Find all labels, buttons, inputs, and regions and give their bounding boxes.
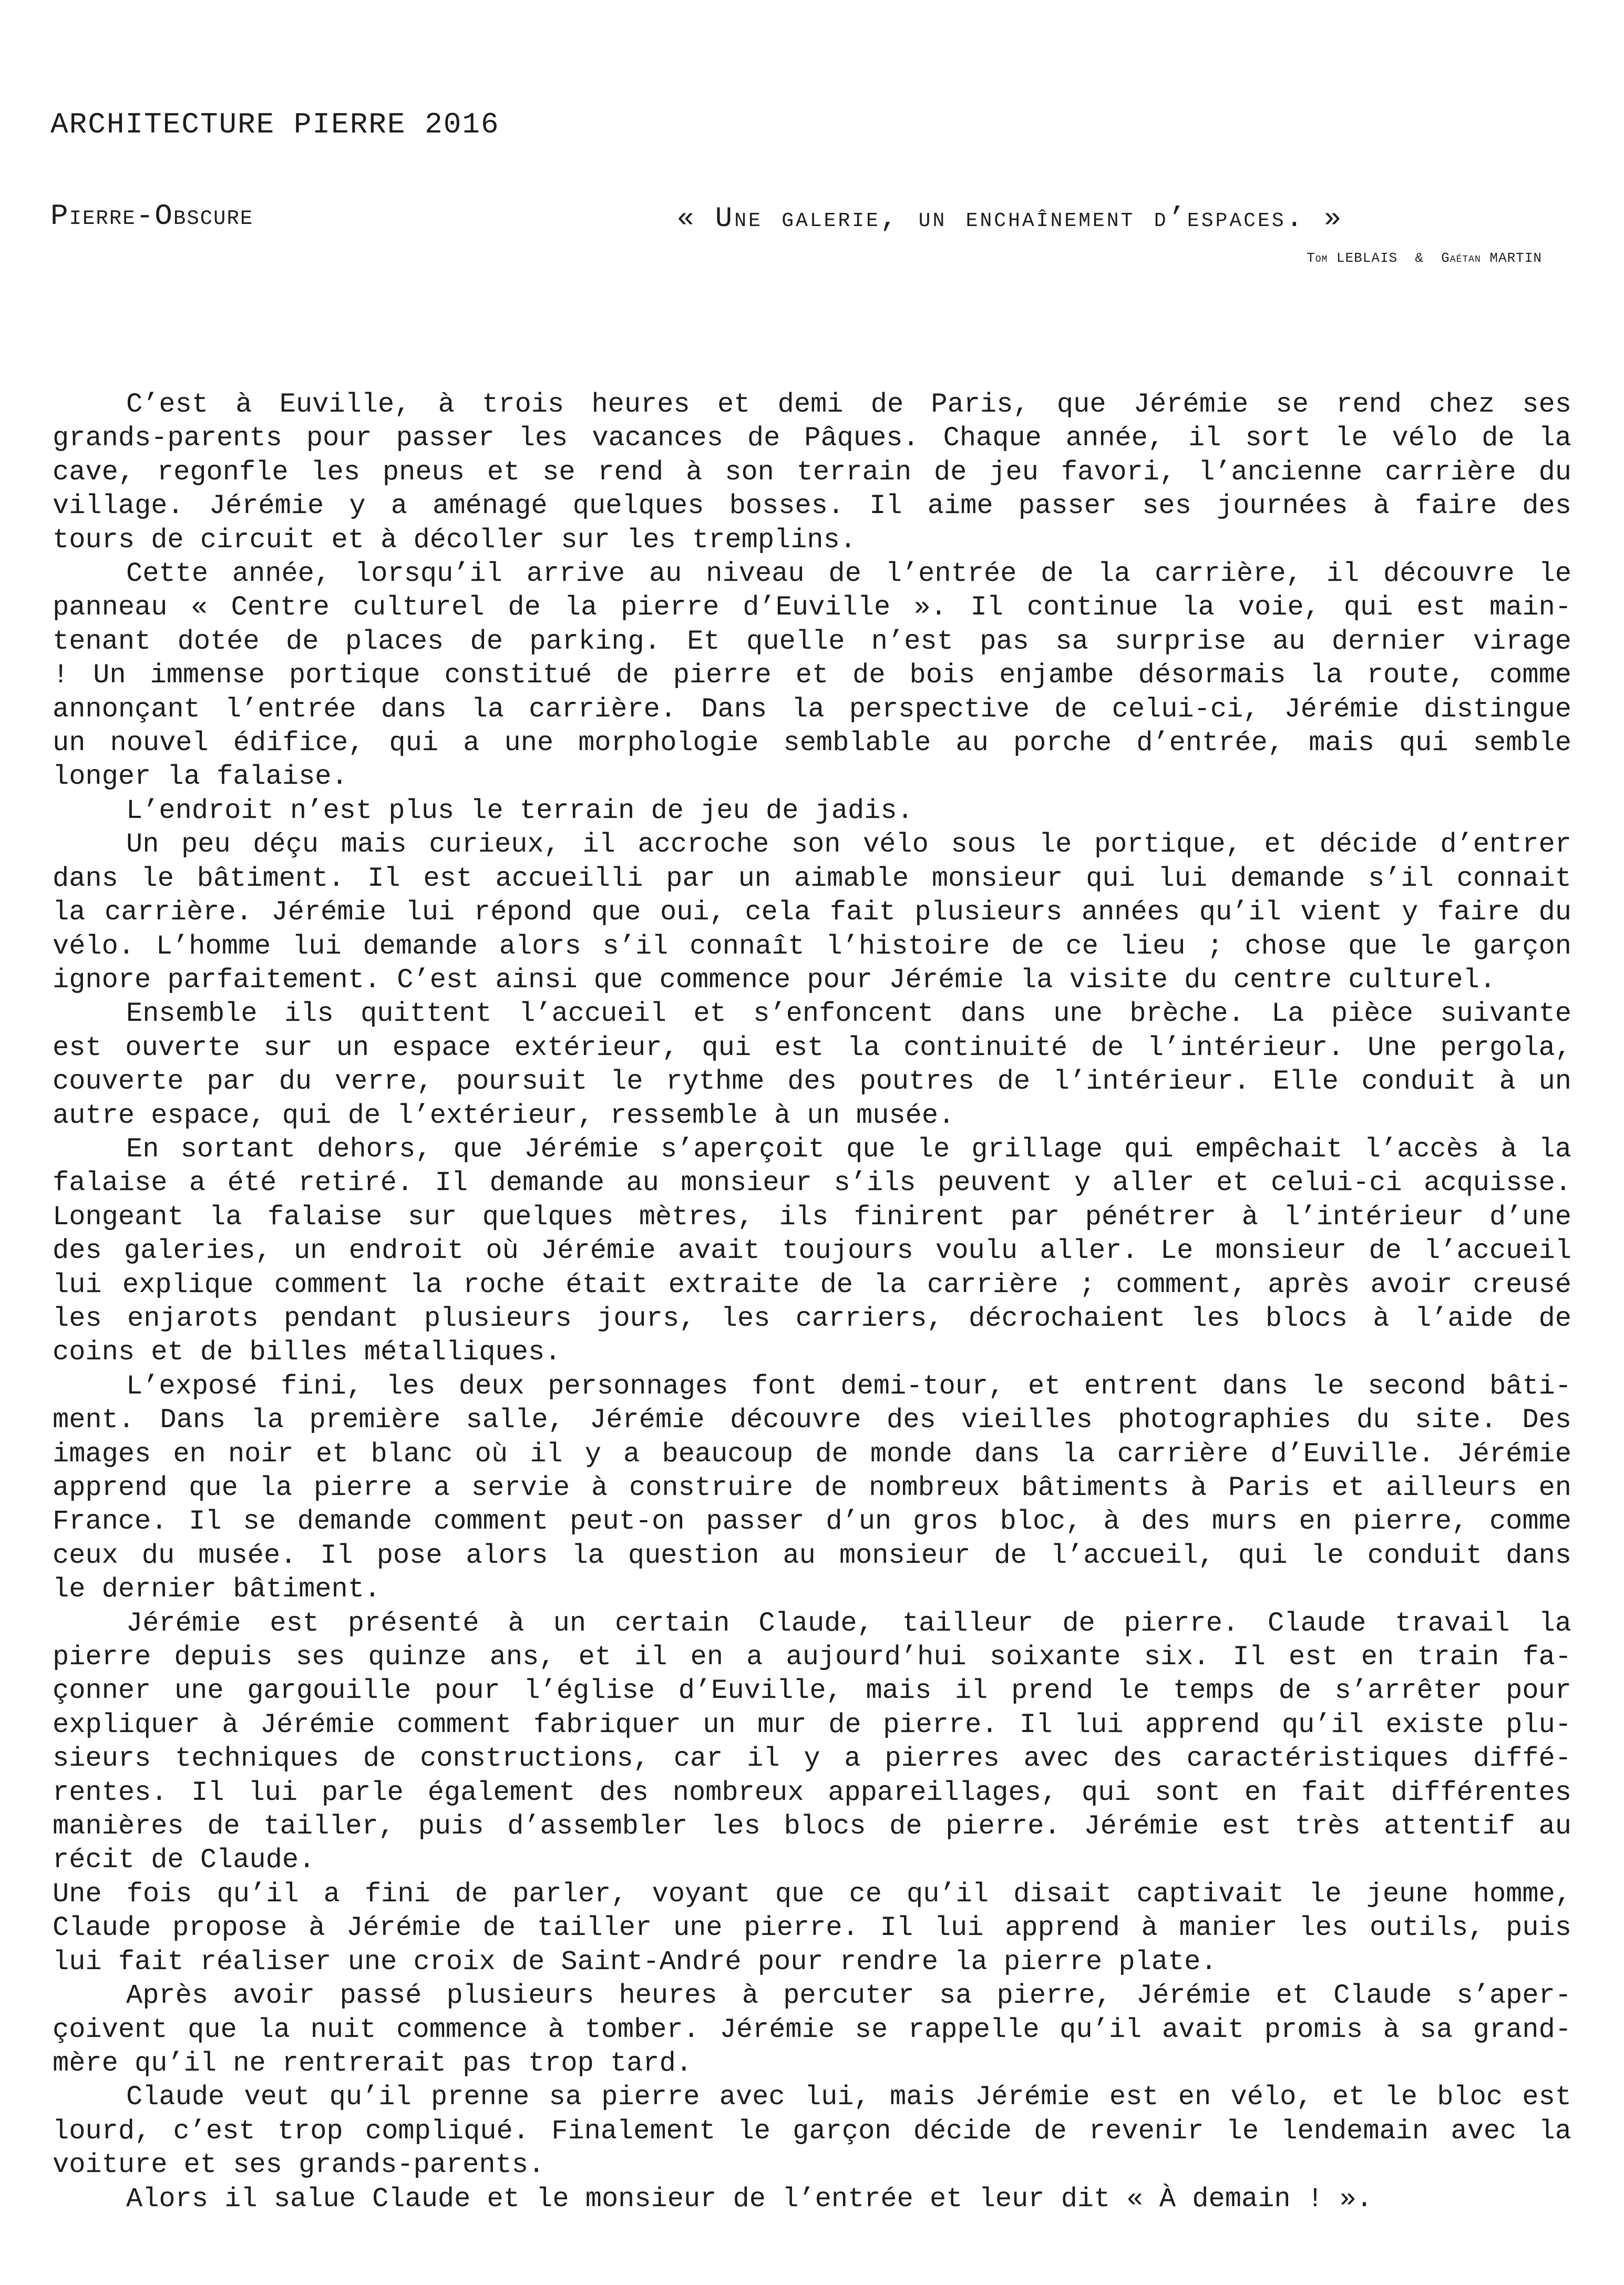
text-line: Claude propose à Jérémie de tailler une pierre. Il lui apprend à manier les outils, puis: [53, 1912, 1571, 1944]
text-line: Longeant la falaise sur quelques mètres, ils finirent par pénétrer à l’intérieur d’une: [53, 1201, 1571, 1233]
text-line: grands-parents pour passer les vacances de Pâques. Chaque année, il sort le vélo de la: [53, 423, 1571, 454]
text-line: ment. Dans la première salle, Jérémie découvre des vieilles photographies du site. Des: [53, 1405, 1571, 1436]
text-line: le dernier bâtiment.: [53, 1574, 381, 1605]
byline: Tom LEBLAIS & Gaétan MARTIN: [1307, 250, 1542, 266]
text-line: çoivent que la nuit commence à tomber. Jérémie se rappelle qu’il avait promis à sa grand-: [53, 2014, 1571, 2045]
article-title: « Une galerie, un enchaînement d’espaces. »: [677, 203, 1343, 235]
text-line: récit de Claude.: [53, 1845, 315, 1876]
text-line: ! Un immense portique constitué de pierre et de bois enjambe désormais la route, comme: [53, 660, 1571, 691]
text-line: panneau « Centre culturel de la pierre d’Euville ». Il continue la voie, qui est main-: [53, 592, 1571, 623]
text-line: Cette année, lorsqu’il arrive au niveau de l’entrée de la carrière, il découvre le: [126, 558, 1571, 590]
text-line: la carrière. Jérémie lui répond que oui, cela fait plusieurs années qu’il vient y faire du: [53, 897, 1571, 928]
text-line: Ensemble ils quittent l’accueil et s’enfoncent dans une brèche. La pièce suivante: [126, 998, 1571, 1030]
text-line: rentes. Il lui parle également des nombreux appareillages, qui sont en fait différentes: [53, 1777, 1571, 1808]
text-line: manières de tailler, puis d’assembler les blocs de pierre. Jérémie est très attentif au: [53, 1811, 1571, 1842]
masthead: [50, 48, 500, 292]
text-line: couverte par du verre, poursuit le rythme des poutres de l’intérieur. Elle conduit à un: [53, 1066, 1571, 1098]
text-line: çonner une gargouille pour l’église d’Euville, mais il prend le temps de s’arrêter pour: [53, 1675, 1571, 1707]
text-line: longer la falaise.: [53, 761, 348, 793]
text-line: C’est à Euville, à trois heures et demi de Paris, que Jérémie se rend chez ses: [126, 389, 1571, 420]
text-line: village. Jérémie y a aménagé quelques bosses. Il aime passer ses journées à faire des: [53, 490, 1571, 522]
text-line: les enjarots pendant plusieurs jours, les carriers, décrochaient les blocs à l’aide de: [53, 1303, 1571, 1334]
text-line: lui explique comment la roche était extraite de la carrière ; comment, après avoir creusé: [53, 1269, 1571, 1300]
text-line: lui fait réaliser une croix de Saint-André pour rendre la pierre plate.: [53, 1946, 1217, 1977]
text-line: voiture et ses grands-parents.: [53, 2149, 545, 2181]
text-line: coins et de billes métalliques.: [53, 1337, 561, 1368]
text-line: mère qu’il ne rentrerait pas trop tard.: [53, 2047, 692, 2079]
text-line: Alors il salue Claude et le monsieur de l’entrée et leur dit « À demain ! ».: [126, 2183, 1373, 2215]
text-line: cave, regonfle les pneus et se rend à son terrain de jeu favori, l’ancienne carrière du: [53, 456, 1571, 488]
text-line: autre espace, qui de l’extérieur, ressemble à un musée.: [53, 1100, 955, 1131]
text-line: un nouvel édifice, qui a une morphologie semblable au porche d’entrée, mais qui semble: [53, 727, 1571, 759]
text-line: En sortant dehors, que Jérémie s’aperçoit que le grillage qui empêchait l’accès à la: [126, 1133, 1571, 1165]
text-line: sieurs techniques de constructions, car il y a pierres avec des caractéristiques diffé-: [53, 1743, 1571, 1775]
text-line: ceux du musée. Il pose alors la question au monsieur de l’accueil, qui le conduit dans: [53, 1540, 1571, 1571]
text-line: Un peu déçu mais curieux, il accroche son vélo sous le portique, et décide d’entrer: [126, 829, 1571, 860]
body-text: [53, 388, 1571, 2216]
text-line: expliquer à Jérémie comment fabriquer un mur de pierre. Il lui apprend qu’il existe plu-: [53, 1709, 1571, 1740]
text-line: Claude veut qu’il prenne sa pierre avec lui, mais Jérémie est en vélo, et le bloc est: [126, 2082, 1571, 2113]
text-line: Une fois qu’il a fini de parler, voyant que ce qu’il disait captivait le jeune homme,: [53, 1878, 1571, 1910]
text-line: pierre depuis ses quinze ans, et il en a aujourd’hui soixante six. Il est en train fa-: [53, 1642, 1571, 1673]
text-line: Après avoir passé plusieurs heures à percuter sa pierre, Jérémie et Claude s’aper-: [126, 1980, 1571, 2012]
text-line: dans le bâtiment. Il est accueilli par un aimable monsieur qui lui demande s’il connait: [53, 863, 1571, 894]
text-line: des galeries, un endroit où Jérémie avait toujours voulu aller. Le monsieur de l’accueil: [53, 1235, 1571, 1267]
masthead-title: ARCHITECTURE PIERRE 2016: [50, 108, 500, 141]
text-line: apprend que la pierre a servie à construire de nombreux bâtiments à Paris et ailleurs en: [53, 1472, 1571, 1503]
text-line: images en noir et blanc où il y a beaucoup de monde dans la carrière d’Euville. Jérémie: [53, 1438, 1571, 1470]
text-line: L’endroit n’est plus le terrain de jeu de jadis.: [126, 795, 913, 826]
text-line: ignore parfaitement. C’est ainsi que commence pour Jérémie la visite du centre culturel.: [53, 964, 1496, 996]
text-line: L’exposé fini, les deux personnages font demi-tour, et entrent dans le second bâti-: [126, 1370, 1571, 1402]
masthead-subtitle: Pierre-Obscure: [50, 199, 254, 233]
text-line: falaise a été retiré. Il demande au monsieur s’ils peuvent y aller et celui-ci acquisse.: [53, 1167, 1571, 1199]
text-line: lourd, c’est trop compliqué. Finalement le garçon décide de revenir le lendemain avec la: [53, 2115, 1571, 2147]
text-line: tenant dotée de places de parking. Et quelle n’est pas sa surprise au dernier virage: [53, 626, 1571, 657]
text-line: France. Il se demande comment peut-on passer d’un gros bloc, à des murs en pierre, comme: [53, 1506, 1571, 1538]
text-line: Jérémie est présenté à un certain Claude, tailleur de pierre. Claude travail la: [126, 1607, 1571, 1639]
text-line: vélo. L’homme lui demande alors s’il connaît l’histoire de ce lieu ; chose que le garçon: [53, 930, 1571, 962]
text-line: tours de circuit et à décoller sur les tremplins.: [53, 524, 857, 556]
text-line: annonçant l’entrée dans la carrière. Dans la perspective de celui-ci, Jérémie distingue: [53, 693, 1571, 725]
text-line: est ouverte sur un espace extérieur, qui est la continuité de l’intérieur. Une pergola,: [53, 1032, 1571, 1063]
